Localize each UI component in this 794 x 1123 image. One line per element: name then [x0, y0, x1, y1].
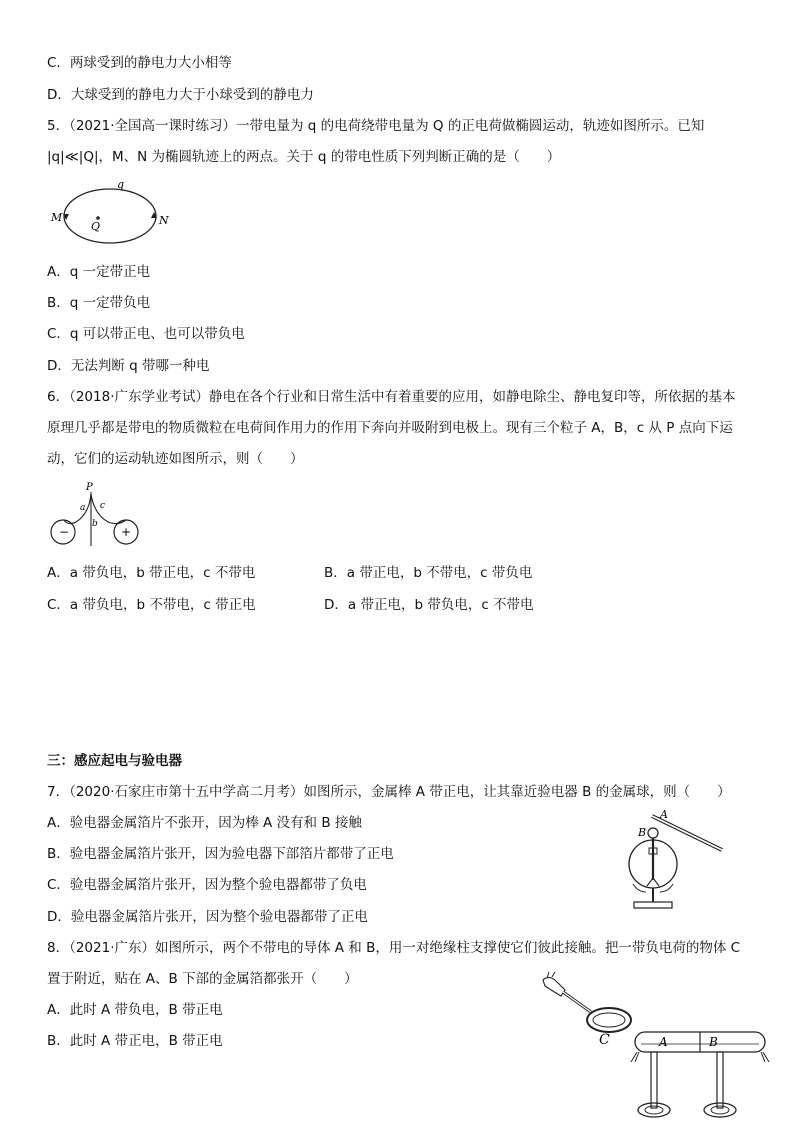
q6-option-d: D．a 带正电，b 带负电，c 不带电 [324, 597, 534, 613]
q6-stem-line-3: 动，它们的运动轨迹如图所示，则（ ） [47, 451, 304, 467]
q5-label-n: N [159, 214, 169, 227]
q6-stem-line-2: 原理几乎都是带电的物质微粒在电荷间作用力的作用下奔向并吸附到电极上。现有三个粒子 A，B，c 从 P 点向下运 [47, 420, 733, 436]
section-3-title: 三：感应起电与验电器 [47, 753, 182, 769]
q5-ellipse-figure [48, 178, 178, 250]
q8-stem-line-1: 8．（2021·广东）如图所示，两个不带电的导体 A 和 B，用一对绝缘柱支撑使它们彼此接触。把一带负电荷的物体 C [47, 940, 741, 956]
q7-electroscope-figure [624, 806, 734, 918]
q5-label-big-q: Q [91, 220, 101, 233]
q6-label-b: b [92, 519, 98, 529]
q8-option-b: B．此时 A 带正电，B 带正电 [47, 1033, 223, 1049]
q8-label-c: C [599, 1032, 610, 1048]
q7-label-a: A [660, 808, 668, 821]
q6-option-a: A．a 带负电，b 带正电，c 不带电 [47, 565, 256, 581]
q5-option-c: C．q 可以带正电、也可以带负电 [47, 326, 245, 342]
q8-stem-line-2: 置于附近，贴在 A、B 下部的金属箔都张开（ ） [47, 971, 358, 987]
q7-label-b: B [638, 826, 647, 839]
q6-trajectory-figure [46, 480, 146, 550]
q8-conductors-figure [535, 968, 775, 1120]
q5-label-q: q [117, 178, 125, 191]
q6-minus-sign: − [59, 525, 70, 539]
q8-option-a: A．此时 A 带负电，B 带正电 [47, 1002, 223, 1018]
q4-option-c: C．两球受到的静电力大小相等 [47, 55, 232, 71]
q5-label-m: M [51, 211, 63, 224]
q7-option-a: A．验电器金属箔片不张开，因为棒 A 没有和 B 接触 [47, 815, 362, 831]
q7-option-d: D．验电器金属箔片张开，因为整个验电器都带了正电 [47, 909, 368, 925]
q4-option-d: D．大球受到的静电力大于小球受到的静电力 [47, 87, 314, 103]
q6-stem-line-1: 6．（2018·广东学业考试）静电在各个行业和日常生活中有着重要的应用，如静电除尘、静电复印等，所依据的基本 [47, 389, 736, 405]
q6-option-b: B．a 带正电，b 不带电，c 带负电 [324, 565, 533, 581]
q6-label-c: c [100, 501, 106, 511]
q5-option-b: B．q 一定带负电 [47, 295, 151, 311]
q6-label-p: P [86, 482, 93, 493]
q7-stem-line-1: 7．（2020·石家庄市第十五中学高二月考）如图所示，金属棒 A 带正电，让其靠近验电器 B 的金属球，则（ ） [47, 784, 731, 800]
q6-plus-sign: + [121, 525, 132, 539]
q5-stem-line-2: |q|≪|Q|，M、N 为椭圆轨迹上的两点。关于 q 的带电性质下列判断正确的是（ ） [47, 149, 561, 165]
q7-option-c: C．验电器金属箔片张开，因为整个验电器都带了负电 [47, 877, 367, 893]
q5-stem-line-1: 5．（2021·全国高一课时练习）一带电量为 q 的电荷绕带电量为 Q 的正电荷做椭圆运动，轨迹如图所示。已知 [47, 118, 705, 134]
q5-option-a: A．q 一定带正电 [47, 264, 151, 280]
q6-label-a: a [80, 503, 86, 513]
q8-label-b: B [709, 1035, 718, 1049]
q7-option-b: B．验电器金属箔片张开，因为验电器下部箔片都带了正电 [47, 846, 394, 862]
q5-option-d: D．无法判断 q 带哪一种电 [47, 358, 210, 374]
q6-option-c: C．a 带负电，b 不带电，c 带正电 [47, 597, 256, 613]
q8-label-a: A [659, 1035, 668, 1049]
